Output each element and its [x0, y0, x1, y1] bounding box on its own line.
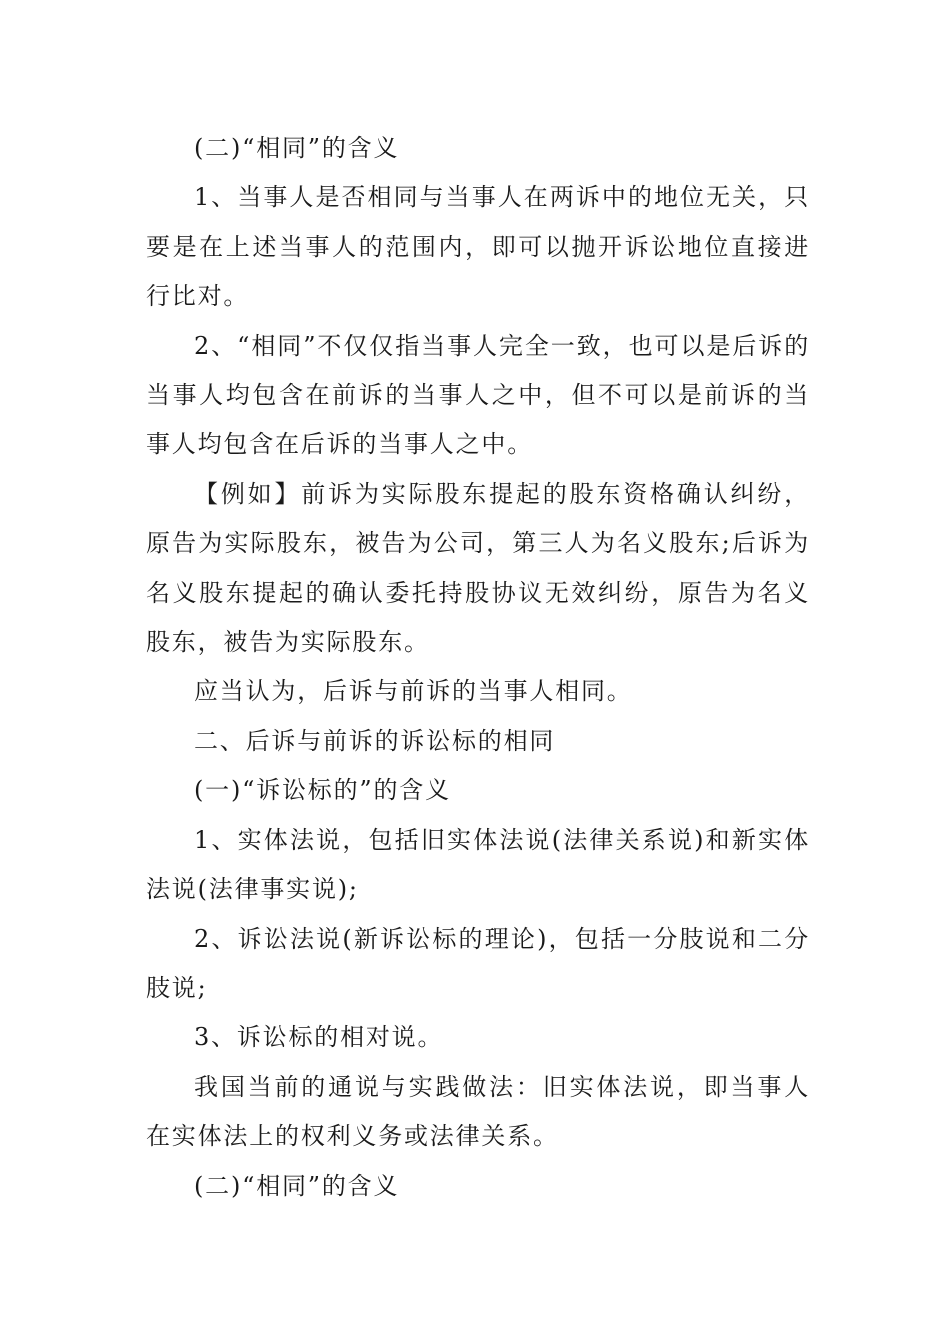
paragraph-relative-theory: 3、诉讼标的相对说。	[194, 1023, 444, 1052]
paragraph-same-definition: 2、“相同”不仅仅指当事人完全一致，也可以是后诉的当事人均包含在前诉的当事人之中，但不可以是前诉的当事人均包含在后诉的当事人之中。	[146, 331, 810, 459]
section-heading-subject-matter: 二、后诉与前诉的诉讼标的相同	[194, 726, 556, 755]
paragraph-procedural-law-theory: 2、诉讼法说(新诉讼标的理论)，包括一分肢说和二分肢说;	[146, 924, 810, 1002]
paragraph-conclusion: 应当认为，后诉与前诉的当事人相同。	[194, 677, 633, 706]
subheading-same-meaning-2: (二)“相同”的含义	[194, 1171, 400, 1200]
paragraph-substantive-law-theory: 1、实体法说，包括旧实体法说(法律关系说)和新实体法说(法律事实说);	[146, 825, 810, 904]
document-body	[146, 124, 810, 1211]
paragraph-party-position: 1、当事人是否相同与当事人在两诉中的地位无关，只要是在上述当事人的范围内，即可以抛开诉讼地位直接进行比对。	[146, 183, 810, 311]
paragraph-example: 【例如】前诉为实际股东提起的股东资格确认纠纷，原告为实际股东，被告为公司，第三人为名义股东;后诉为名义股东提起的确认委托持股协议无效纠纷，原告为名义股东，被告为实际股东。	[146, 479, 810, 657]
subheading-subject-matter-meaning: (一)“诉讼标的”的含义	[194, 776, 451, 805]
section-heading-same-meaning: (二)“相同”的含义	[194, 134, 400, 162]
paragraph-current-practice: 我国当前的通说与实践做法：旧实体法说，即当事人在实体法上的权利义务或法律关系。	[146, 1072, 810, 1151]
